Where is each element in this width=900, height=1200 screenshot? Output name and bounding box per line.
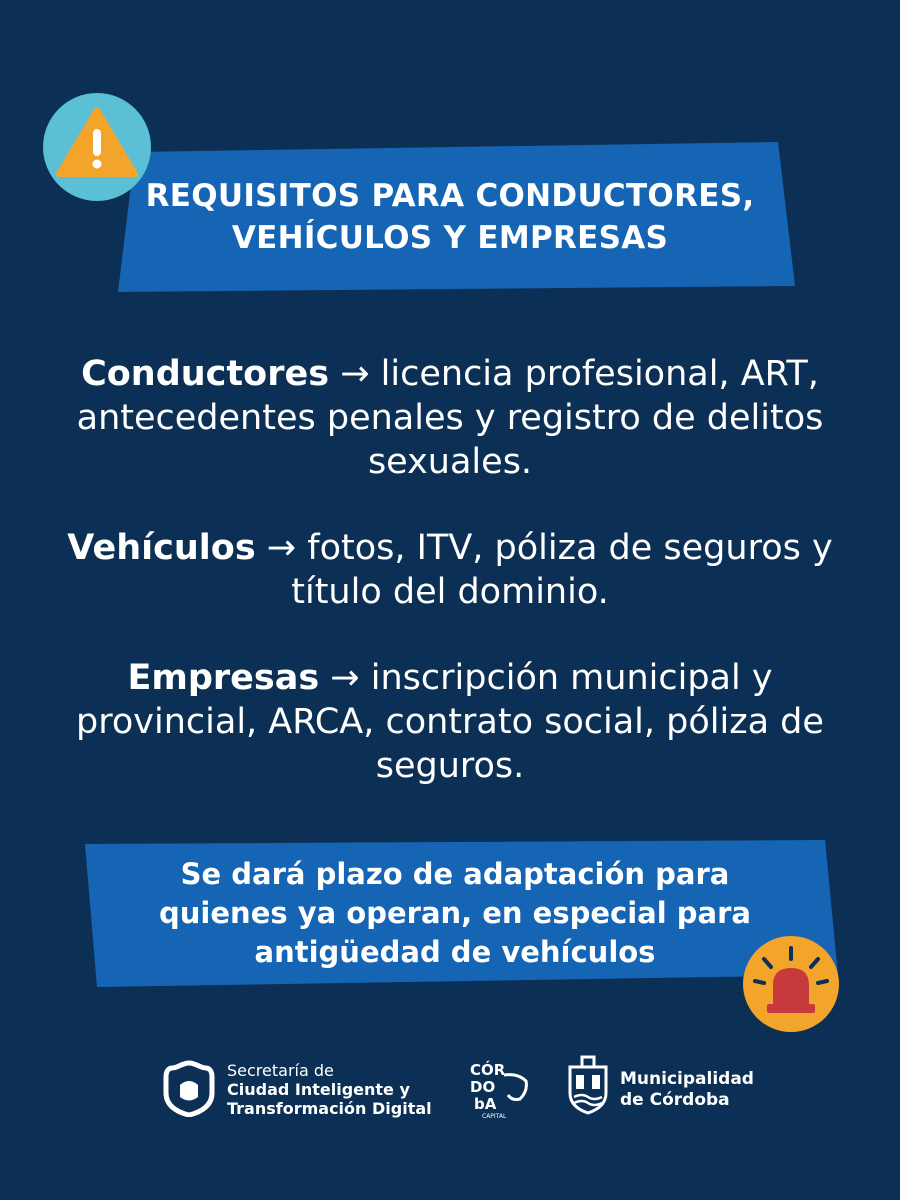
requirement-label: Vehículos	[67, 528, 256, 568]
municipalidad-logo	[562, 1053, 762, 1117]
municipalidad-line-1: Municipalidad	[620, 1069, 754, 1089]
requirement-label: Conductores	[81, 354, 330, 394]
requirement-conductores	[40, 352, 860, 484]
note-line-1: Se dará plazo de adaptación para	[180, 857, 730, 891]
svg-text:CÓR: CÓR	[470, 1061, 506, 1079]
adaptation-note	[130, 855, 780, 972]
requirement-text: licencia profesional, ART, antecedentes penales y registro de delitos sexuales.	[76, 354, 824, 482]
secretaria-line-1: Secretaría de	[227, 1061, 334, 1080]
title-line-1: REQUISITOS PARA CONDUCTORES,	[145, 178, 755, 214]
secretaria-line-3: Transformación Digital	[227, 1099, 432, 1118]
requirement-label: Empresas	[127, 658, 320, 698]
municipalidad-text	[620, 1069, 754, 1111]
arrow-icon: →	[266, 528, 297, 568]
cordoba-capital-logo-graphic	[466, 1055, 536, 1121]
secretaria-logo	[160, 1055, 450, 1119]
siren-icon	[742, 935, 840, 1033]
svg-text:bA: bA	[474, 1095, 497, 1113]
title-line-2: VEHÍCULOS Y EMPRESAS	[231, 220, 669, 256]
arrow-icon: →	[340, 354, 370, 394]
requirement-text: fotos, ITV, póliza de seguros y título del dominio.	[291, 528, 833, 612]
cordoba-capital-logo	[466, 1055, 536, 1121]
svg-text:CAPITAL: CAPITAL	[482, 1113, 507, 1120]
requirements-list	[40, 352, 860, 830]
arrow-icon: →	[330, 658, 360, 698]
municipalidad-line-2: de Córdoba	[620, 1090, 730, 1110]
svg-text:DO: DO	[470, 1078, 496, 1096]
shield-icon	[160, 1059, 218, 1117]
requirement-empresas	[40, 656, 860, 788]
requirement-vehiculos	[40, 526, 860, 614]
coat-of-arms-icon	[562, 1053, 614, 1115]
note-line-2: quienes ya operan, en especial para	[159, 896, 751, 930]
secretaria-line-2: Ciudad Inteligente y	[227, 1080, 410, 1099]
secretaria-text	[227, 1061, 432, 1118]
requirement-text: inscripción municipal y provincial, ARCA, contrato social, póliza de seguros.	[76, 658, 824, 786]
note-line-3: antigüedad de vehículos	[254, 935, 656, 969]
footer-logos	[0, 1045, 900, 1135]
page-title	[120, 175, 780, 259]
